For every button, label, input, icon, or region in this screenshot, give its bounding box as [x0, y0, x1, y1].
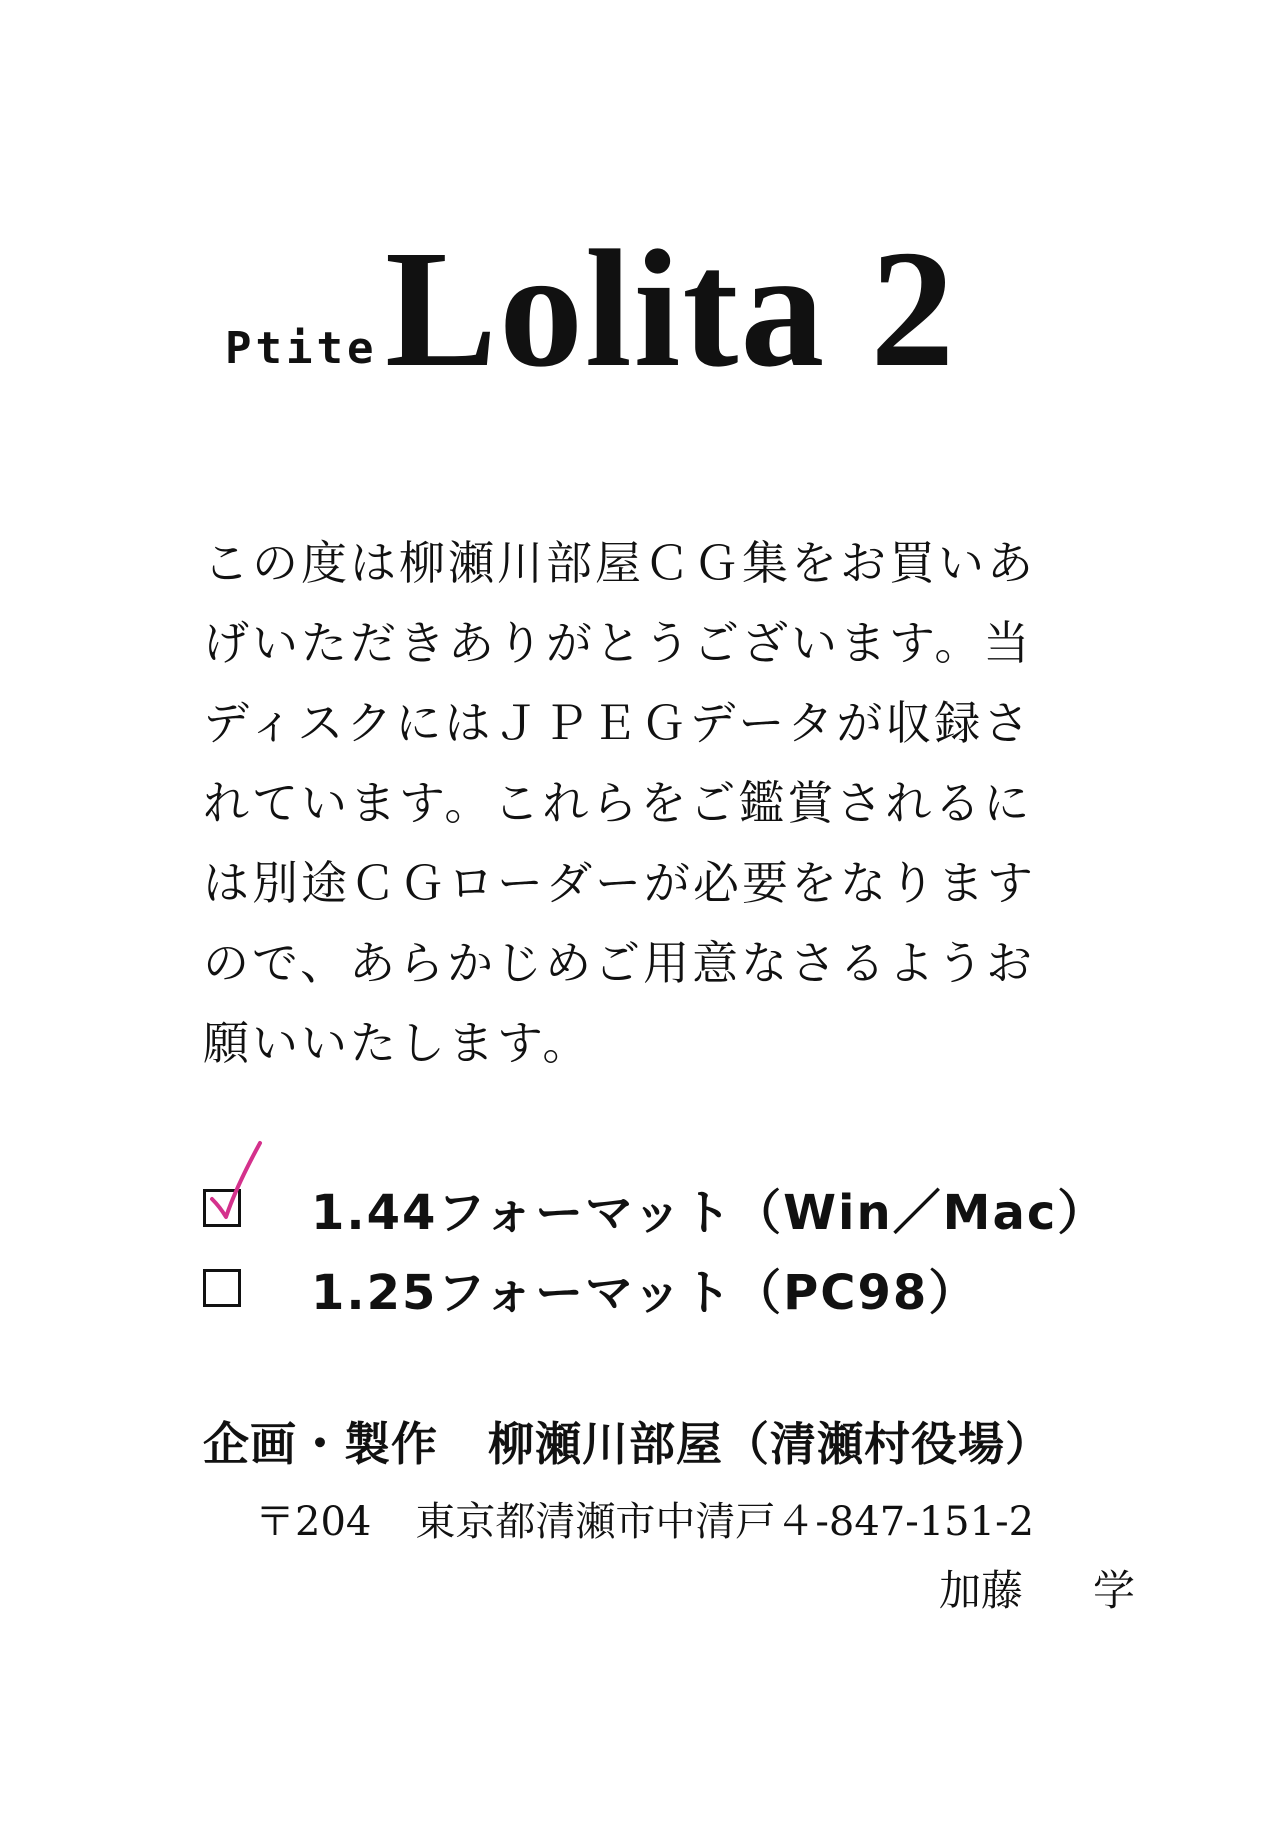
credits-studio: 柳瀬川部屋（清瀬村役場） — [488, 1417, 1052, 1471]
title — [225, 216, 1125, 402]
checkmark-icon — [206, 1137, 266, 1227]
author-family-name: 加藤 — [938, 1566, 1023, 1615]
format-options — [203, 1168, 1123, 1328]
format-option-125[interactable] — [203, 1248, 1123, 1328]
author-name — [939, 1558, 1135, 1618]
postal-code: 〒204 — [255, 1499, 372, 1545]
title-main: Lolita 2 — [385, 216, 957, 402]
credits — [203, 1408, 1052, 1474]
title-prefix: Ptite — [225, 323, 378, 374]
address — [255, 1490, 1034, 1547]
credits-role: 企画・製作 — [203, 1417, 438, 1471]
street-address: 東京都清瀬市中清戸４-847-151-2 — [415, 1499, 1035, 1545]
message-line: れています。これらをご鑑賞されるに — [203, 776, 1033, 830]
message-line: ので、あらかじめご用意なさるようお — [203, 936, 1036, 990]
author-given-name: 学 — [1092, 1566, 1135, 1615]
format-option-label: 1.44フォーマット（Win／Mac） — [311, 1184, 1108, 1241]
message-line: 願いいたします。 — [203, 1016, 592, 1070]
message-line: この度は柳瀬川部屋ＣＧ集をお買いあ — [203, 536, 1036, 590]
format-option-label: 1.25フォーマット（PC98） — [311, 1264, 979, 1321]
message-line: は別途ＣＧローダーが必要をなります — [203, 856, 1036, 910]
format-checkbox-125[interactable] — [203, 1269, 241, 1307]
format-option-144[interactable] — [203, 1168, 1123, 1248]
message-paragraph — [203, 528, 1103, 1088]
message-line: げいただきありがとうございます。当 — [203, 616, 1033, 670]
message-line: ディスクにはＪＰＥＧデータが収録さ — [203, 696, 1033, 750]
format-checkbox-144[interactable] — [203, 1189, 241, 1227]
